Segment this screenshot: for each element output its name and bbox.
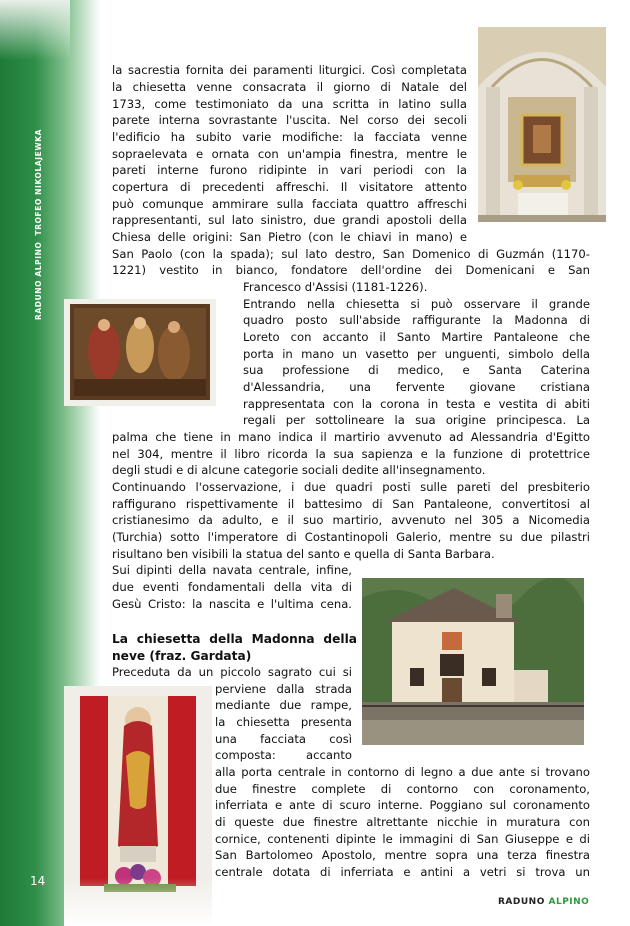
- text-line: rappresentata con la corona in testa e vestita di abiti: [243, 397, 590, 411]
- text-line: sopraelevata e ornata con un'ampia finestra, mentre le: [112, 147, 467, 161]
- sidebar-vertical-title: [34, 129, 43, 320]
- text-line: copertura di precedenti affreschi. Il visitatore attento: [112, 180, 467, 194]
- footer-brand-dark: RADUNO: [498, 897, 545, 907]
- text-line: l'edificio ha subito varie modifiche: la facciata venne: [112, 130, 467, 144]
- text-line: pareti interne furono ridipinte in vari periodi con la: [112, 163, 467, 177]
- text-line: Francesco d'Assisi (1181-1226).: [243, 280, 428, 294]
- text-line: rappresentanti, sul lato sinistro, due grandi apostoli della: [112, 213, 467, 227]
- text-line: la chiesetta venne consacrata il giorno di Natale del: [112, 80, 467, 94]
- text-line: d'Alessandria, una fervente giovane cristiana: [243, 380, 590, 394]
- text-line: Chiesa delle origini: San Pietro (con le chiavi in mano) e: [112, 230, 467, 244]
- footer-brand: [498, 897, 589, 907]
- text-line: due eventi fondamentali della vita di: [112, 580, 352, 594]
- text-line: composta: accanto: [215, 748, 352, 762]
- text-line: Preceduta da un piccolo sagrato cui si: [112, 665, 352, 679]
- text-line: Loreto con accanto il Santo Martire Pantaleone che: [243, 330, 590, 344]
- text-line: alla porta centrale in contorno di legno a due ante si trovano: [215, 765, 590, 779]
- text-line: centrale dotata di inferriata e antini a vetri si trova un: [215, 865, 590, 879]
- text-line: la chiesetta presenta: [215, 715, 352, 729]
- text-line: risultano ben visibili la statua del santo e quella di Santa Barbara.: [112, 547, 495, 561]
- heading-line-1: La chiesetta della Madonna della: [112, 632, 357, 646]
- text-line: Entrando nella chiesetta si può osservare il grande: [243, 297, 590, 311]
- page-number: 14: [30, 874, 46, 888]
- photo-church-facade: [362, 578, 584, 745]
- photo-saint-statue: [64, 686, 212, 926]
- text-line: può comunque ammirare sulla facciata quattro affreschi: [112, 197, 467, 211]
- text-line: mediante due rampe,: [215, 698, 352, 712]
- text-line: Gesù Cristo: la nascita e l'ultima cena.: [112, 597, 352, 611]
- text-line: Continuando l'osservazione, i due quadri posti sulle pareti del presbiterio: [112, 480, 590, 494]
- text-line: 1221) vestito in bianco, fondatore dell'ordine dei Domenicani e San: [112, 263, 590, 277]
- text-line: nel 304, mentre il libro ricorda la sua sapienza e la funzione di protettrice: [112, 447, 590, 461]
- sidebar-fade: [0, 0, 70, 60]
- sidebar-title-right: TROFEO NIKOLAJEWKA: [34, 128, 43, 236]
- text-line: di queste due finestre altrettante nicchie in muratura con: [215, 815, 590, 829]
- photo-painting-saints: [64, 299, 216, 406]
- text-line: la sacrestia fornita dei paramenti liturgici. Così completata: [112, 63, 467, 77]
- text-line: (Turchia) sotto l'imperatore di Costantinopoli Galerio, mentre su due pilastri: [112, 530, 590, 544]
- text-line: cornice, contenenti dipinte le immagini di San Giuseppe e di: [215, 832, 590, 846]
- text-line: San Paolo (con la spada); sul lato destro, San Domenico di Guzmán (1170-: [112, 247, 590, 261]
- text-line: Sui dipinti della navata centrale, infine,: [112, 563, 352, 577]
- text-line: San Bartolomeo Apostolo, mentre sopra una terza finestra: [215, 848, 590, 862]
- text-line: degli studi e di alcune categorie sociali dedite all'insegnamento.: [112, 463, 486, 477]
- text-line: quadro posto sull'abside raffigurante la Madonna di: [243, 313, 590, 327]
- sidebar-title-left: RADUNO ALPINO: [34, 241, 43, 320]
- text-line: una facciata così: [215, 732, 352, 746]
- text-line: palma che tiene in mano indica il martirio avvenuto ad Alessandria d'Egitto: [112, 430, 590, 444]
- text-line: sua professione di medico, e Santa Caterina: [243, 363, 590, 377]
- text-line: cristianesimo da adulto, e il suo martirio, avvenuto nel 305 a Nicomedia: [112, 513, 590, 527]
- text-line: 1733, come testimoniato da una scritta in latino sulla: [112, 97, 467, 111]
- section-heading: [112, 631, 357, 665]
- text-line: raffigurano rispettivamente il battesimo di San Pantaleone, convertitosi al: [112, 497, 590, 511]
- text-line: parete interna sovrastante l'uscita. Nel corso dei secoli: [112, 113, 467, 127]
- heading-line-2: neve (fraz. Gardata): [112, 649, 252, 663]
- text-line: perviene dalla strada: [215, 682, 352, 696]
- text-line: porta in mano un vasetto per unguenti, simbolo della: [243, 347, 590, 361]
- photo-altar-interior: [478, 27, 606, 222]
- text-line: due finestre complete di contorno con coronamento,: [215, 782, 590, 796]
- text-line: regali per sottolineare la sua origine principesca. La: [243, 413, 590, 427]
- footer-brand-green: ALPINO: [548, 897, 590, 907]
- text-line: inferriata e ante di scuro interne. Poggiano sul coronamento: [215, 798, 590, 812]
